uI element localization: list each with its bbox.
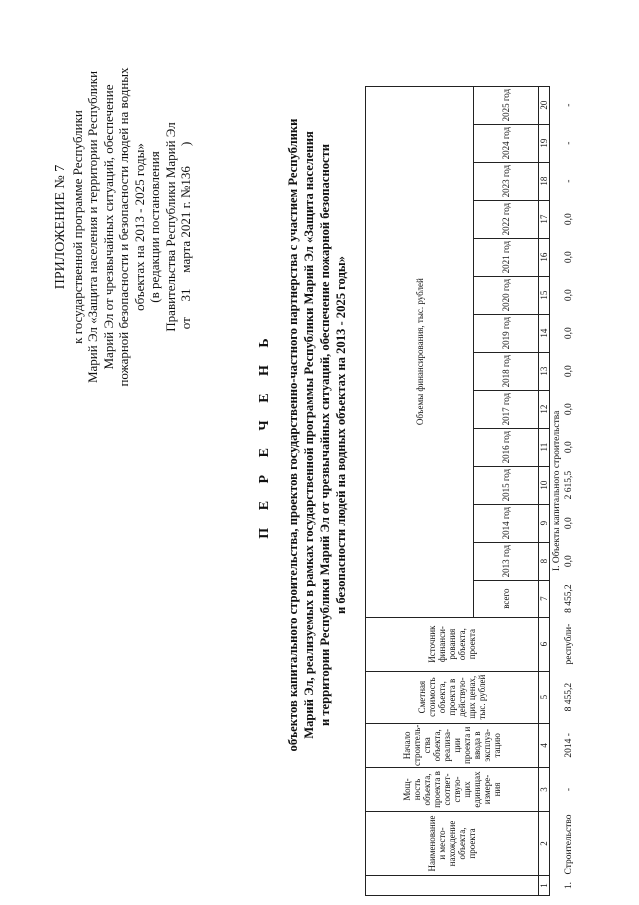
row-source: республи- bbox=[564, 623, 574, 665]
row-year-value: - bbox=[564, 179, 574, 183]
header-year: 2021 год bbox=[474, 238, 539, 276]
appendix-header bbox=[53, 47, 194, 407]
col-number: 11 bbox=[539, 428, 550, 466]
header-num bbox=[366, 876, 539, 896]
header-year: 2020 год bbox=[474, 276, 539, 314]
row-total: 8 455,2 bbox=[564, 584, 574, 613]
header-capacity: Мощ-ность объекта, проекта в соответ-ствую-щих единицах измере-ния bbox=[366, 768, 539, 812]
header-name: Наименование и место-нахождение объекта, проекта bbox=[366, 812, 539, 876]
row-year-value: 0,0 bbox=[564, 213, 574, 226]
header-year: 2017 год bbox=[474, 390, 539, 428]
date-close: ) bbox=[178, 141, 193, 146]
financing-table bbox=[365, 86, 579, 896]
date-prefix: от bbox=[178, 317, 193, 330]
appendix-title: ПРИЛОЖЕНИЕ № 7 bbox=[53, 164, 68, 290]
header-year: 2019 год bbox=[474, 314, 539, 352]
date-rest: марта 2021 г. №136 bbox=[178, 166, 193, 273]
row-year-value: 0,0 bbox=[564, 365, 574, 378]
col-number: 14 bbox=[539, 314, 550, 352]
col-number: 6 bbox=[539, 617, 550, 671]
header-year: 2018 год bbox=[474, 352, 539, 390]
col-number: 16 bbox=[539, 238, 550, 276]
col-number: 5 bbox=[539, 671, 550, 723]
col-number: 7 bbox=[539, 580, 550, 617]
col-number: 4 bbox=[539, 723, 550, 767]
col-number: 9 bbox=[539, 504, 550, 542]
appendix-line: объектах на 2013 - 2025 годы» bbox=[131, 143, 147, 311]
subtitle-line: и территории Республики Марий Эл от чрезвычайных ситуаций, обеспечение пожарной безопасности bbox=[318, 143, 332, 727]
col-number: 1 bbox=[539, 876, 550, 896]
row-year-value: 0,0 bbox=[564, 517, 574, 530]
header-financing: Объемы финансирования, тыс. рублей bbox=[366, 86, 474, 617]
col-number: 13 bbox=[539, 352, 550, 390]
document-title: П Е Р Е Ч Е Н Ь bbox=[257, 331, 272, 539]
appendix-line: Марий Эл от чрезвычайных ситуаций, обеспечение bbox=[100, 84, 116, 370]
appendix-line: к государственной программе Республики bbox=[69, 110, 85, 344]
header-total: всего bbox=[474, 580, 539, 617]
row-number: 1. bbox=[564, 881, 574, 890]
col-number: 17 bbox=[539, 200, 550, 238]
header-source: Источник финанси-рования объекта, проекта bbox=[366, 617, 539, 671]
col-number: 15 bbox=[539, 276, 550, 314]
col-number: 20 bbox=[539, 86, 550, 124]
header-year: 2016 год bbox=[474, 428, 539, 466]
document-subtitle bbox=[285, 25, 349, 845]
row-year-value: 0,0 bbox=[564, 251, 574, 264]
section-row bbox=[550, 86, 564, 895]
row-name: Строительство bbox=[564, 814, 574, 875]
col-number: 18 bbox=[539, 162, 550, 200]
header-year: 2013 год bbox=[474, 542, 539, 580]
column-numbers-row bbox=[539, 86, 550, 895]
section-title: I. Объекты капитального строительства bbox=[551, 410, 562, 571]
header-year: 2015 год bbox=[474, 466, 539, 504]
row-year-value: 0,0 bbox=[564, 555, 574, 568]
table-row bbox=[563, 86, 579, 895]
subtitle-line: объектов капитального строительства, проектов государственно-частного партнерства с участием Республики bbox=[286, 118, 300, 752]
col-number: 3 bbox=[539, 768, 550, 812]
subtitle-line: Марий Эл, реализуемых в рамках государственной программы Республики Марий Эл «Защита населения bbox=[302, 131, 316, 739]
header-year: 2014 год bbox=[474, 504, 539, 542]
header-year: 2022 год bbox=[474, 200, 539, 238]
date-day: 31 bbox=[178, 288, 193, 302]
col-number: 8 bbox=[539, 542, 550, 580]
col-number: 19 bbox=[539, 124, 550, 162]
header-row bbox=[366, 86, 474, 895]
header-period: Начало строитель-ства объекта, реализа-ции проекта и ввода в эксплуа-тацию bbox=[366, 723, 539, 767]
subtitle-line: и безопасности людей на водных объектах на 2013 - 2025 годы» bbox=[334, 256, 348, 614]
header-cost: Сметная стоимость объекта, проекта в действую-щих ценах, тыс. рублей bbox=[366, 671, 539, 723]
col-number: 10 bbox=[539, 466, 550, 504]
header-year: 2024 год bbox=[474, 124, 539, 162]
row-year-value: 2 615,5 bbox=[564, 470, 574, 500]
row-year-value: 0,0 bbox=[564, 403, 574, 416]
row-capacity: - bbox=[564, 787, 574, 792]
title-block bbox=[257, 25, 349, 845]
appendix-line: Правительства Республики Марий Эл bbox=[162, 122, 178, 332]
header-year: 2025 год bbox=[474, 86, 539, 124]
appendix-line: (в редакции постановления bbox=[147, 151, 162, 303]
row-year-value: 0,0 bbox=[564, 327, 574, 340]
row-period: 2014 - bbox=[564, 733, 574, 758]
row-cost: 8 455,2 bbox=[564, 682, 574, 712]
row-year-value: - bbox=[564, 103, 574, 107]
col-number: 12 bbox=[539, 390, 550, 428]
row-year-value: - bbox=[564, 141, 574, 145]
row-year-value: 0,0 bbox=[564, 441, 574, 454]
appendix-line: Марий Эл «Защита населения и территории Республики bbox=[85, 70, 100, 384]
header-year: 2023 год bbox=[474, 162, 539, 200]
appendix-date bbox=[178, 47, 194, 407]
row-year-value: 0,0 bbox=[564, 289, 574, 302]
col-number: 2 bbox=[539, 812, 550, 876]
appendix-line: пожарной безопасности и безопасности людей на водных bbox=[116, 67, 131, 387]
